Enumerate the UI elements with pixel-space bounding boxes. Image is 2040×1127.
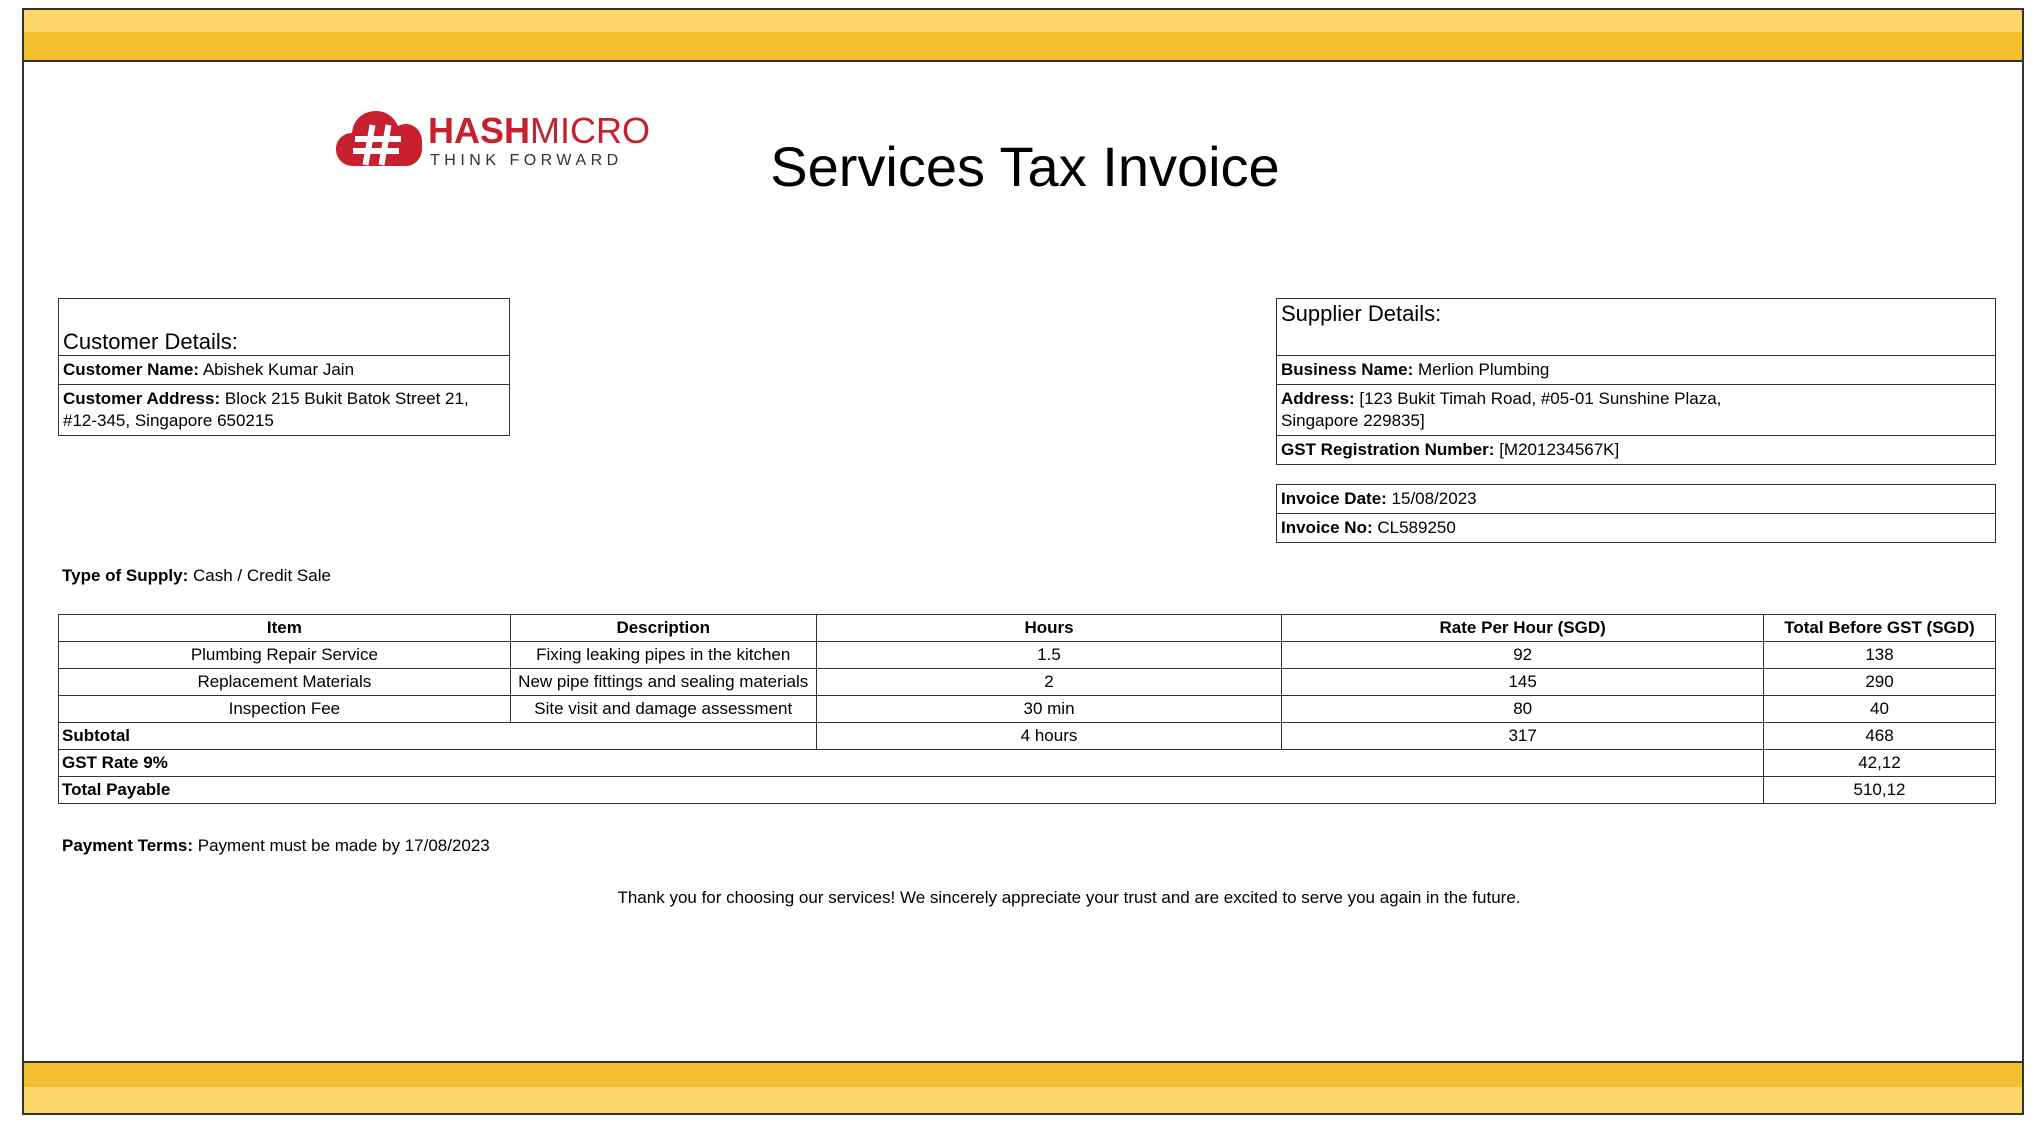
customer-heading: Customer Details: bbox=[63, 329, 238, 354]
row-item: Inspection Fee bbox=[59, 696, 511, 723]
business-name-row: Business Name: Merlion Plumbing bbox=[1277, 355, 1995, 384]
invoice-number-row: Invoice No: CL589250 bbox=[1277, 513, 1995, 542]
gst-registration-number: [M201234567K] bbox=[1499, 440, 1620, 459]
thank-you-note: Thank you for choosing our services! We sincerely appreciate your trust and are excited to serve you again in the future. bbox=[617, 888, 1521, 907]
type-of-supply: Type of Supply: Cash / Credit Sale bbox=[62, 566, 331, 585]
gst-registration-row: GST Registration Number: [M201234567K] bbox=[1277, 435, 1995, 464]
header-item: Item bbox=[59, 615, 511, 642]
table-row bbox=[59, 642, 1996, 669]
invoice-date-row: Invoice Date: 15/08/2023 bbox=[1281, 489, 1477, 508]
table-row bbox=[59, 696, 1996, 723]
supplier-heading: Supplier Details: bbox=[1281, 301, 1442, 326]
logo-tagline: THINK FORWARD bbox=[430, 152, 623, 169]
customer-address-line2: #12-345, Singapore 650215 bbox=[63, 411, 274, 430]
total-payable-label: Total Payable bbox=[59, 777, 1764, 804]
header-total: Total Before GST (SGD) bbox=[1764, 615, 1996, 642]
row-rate: 80 bbox=[1282, 696, 1764, 723]
row-hours: 30 min bbox=[816, 696, 1282, 723]
items-table bbox=[58, 614, 1996, 804]
payment-terms: Payment Terms: Payment must be made by 17/08/2023 bbox=[62, 836, 490, 855]
invoice-number: CL589250 bbox=[1377, 518, 1456, 537]
total-payable-row bbox=[59, 777, 1996, 804]
supply-value: Cash / Credit Sale bbox=[192, 566, 331, 585]
header-hours: Hours bbox=[816, 615, 1282, 642]
invoice-page bbox=[22, 8, 2024, 1115]
supplier-address-row: Address: [123 Bukit Timah Road, #05-01 Sunshine Plaza, Singapore 229835] bbox=[1277, 384, 1995, 435]
invoice-info-box bbox=[1276, 484, 1996, 543]
supplier-address-line1: [123 Bukit Timah Road, #05-01 Sunshine Plaza, bbox=[1359, 389, 1722, 408]
subtotal-hours: 4 hours bbox=[816, 723, 1282, 750]
subtotal-label: Subtotal bbox=[59, 723, 817, 750]
row-description: Fixing leaking pipes in the kitchen bbox=[510, 642, 816, 669]
gst-row bbox=[59, 750, 1996, 777]
invoice-date: 15/08/2023 bbox=[1391, 489, 1477, 508]
top-banner bbox=[24, 10, 2022, 62]
row-total: 40 bbox=[1764, 696, 1996, 723]
subtotal-row bbox=[59, 723, 1996, 750]
row-hours: 2 bbox=[816, 669, 1282, 696]
customer-name: Abishek Kumar Jain bbox=[202, 360, 355, 379]
header-rate: Rate Per Hour (SGD) bbox=[1282, 615, 1764, 642]
table-row bbox=[59, 669, 1996, 696]
subtotal-total: 468 bbox=[1764, 723, 1996, 750]
gst-value: 42,12 bbox=[1764, 750, 1996, 777]
supplier-address-line2: Singapore 229835] bbox=[1281, 411, 1425, 430]
row-item: Replacement Materials bbox=[59, 669, 511, 696]
row-rate: 145 bbox=[1282, 669, 1764, 696]
row-total: 138 bbox=[1764, 642, 1996, 669]
business-name: Merlion Plumbing bbox=[1418, 360, 1550, 379]
header-description: Description bbox=[510, 615, 816, 642]
row-hours: 1.5 bbox=[816, 642, 1282, 669]
row-rate: 92 bbox=[1282, 642, 1764, 669]
table-header-row bbox=[59, 615, 1996, 642]
customer-address-row: Customer Address: Block 215 Bukit Batok Street 21, #12-345, Singapore 650215 bbox=[59, 384, 509, 435]
row-description: Site visit and damage assessment bbox=[510, 696, 816, 723]
total-payable-value: 510,12 bbox=[1764, 777, 1996, 804]
bottom-banner bbox=[24, 1061, 2022, 1113]
payment-terms-value: Payment must be made by 17/08/2023 bbox=[197, 836, 490, 855]
subtotal-rate: 317 bbox=[1282, 723, 1764, 750]
row-description: New pipe fittings and sealing materials bbox=[510, 669, 816, 696]
customer-address-line1: Block 215 Bukit Batok Street 21, bbox=[224, 389, 469, 408]
page-title: Services Tax Invoice bbox=[770, 135, 1280, 198]
logo-wordmark: HASHMICRO bbox=[428, 110, 651, 151]
supplier-details-box bbox=[1276, 298, 1996, 465]
customer-name-row: Customer Name: Abishek Kumar Jain bbox=[59, 355, 509, 384]
gst-label: GST Rate 9% bbox=[59, 750, 1764, 777]
row-total: 290 bbox=[1764, 669, 1996, 696]
row-item: Plumbing Repair Service bbox=[59, 642, 511, 669]
customer-details-box bbox=[58, 298, 510, 436]
